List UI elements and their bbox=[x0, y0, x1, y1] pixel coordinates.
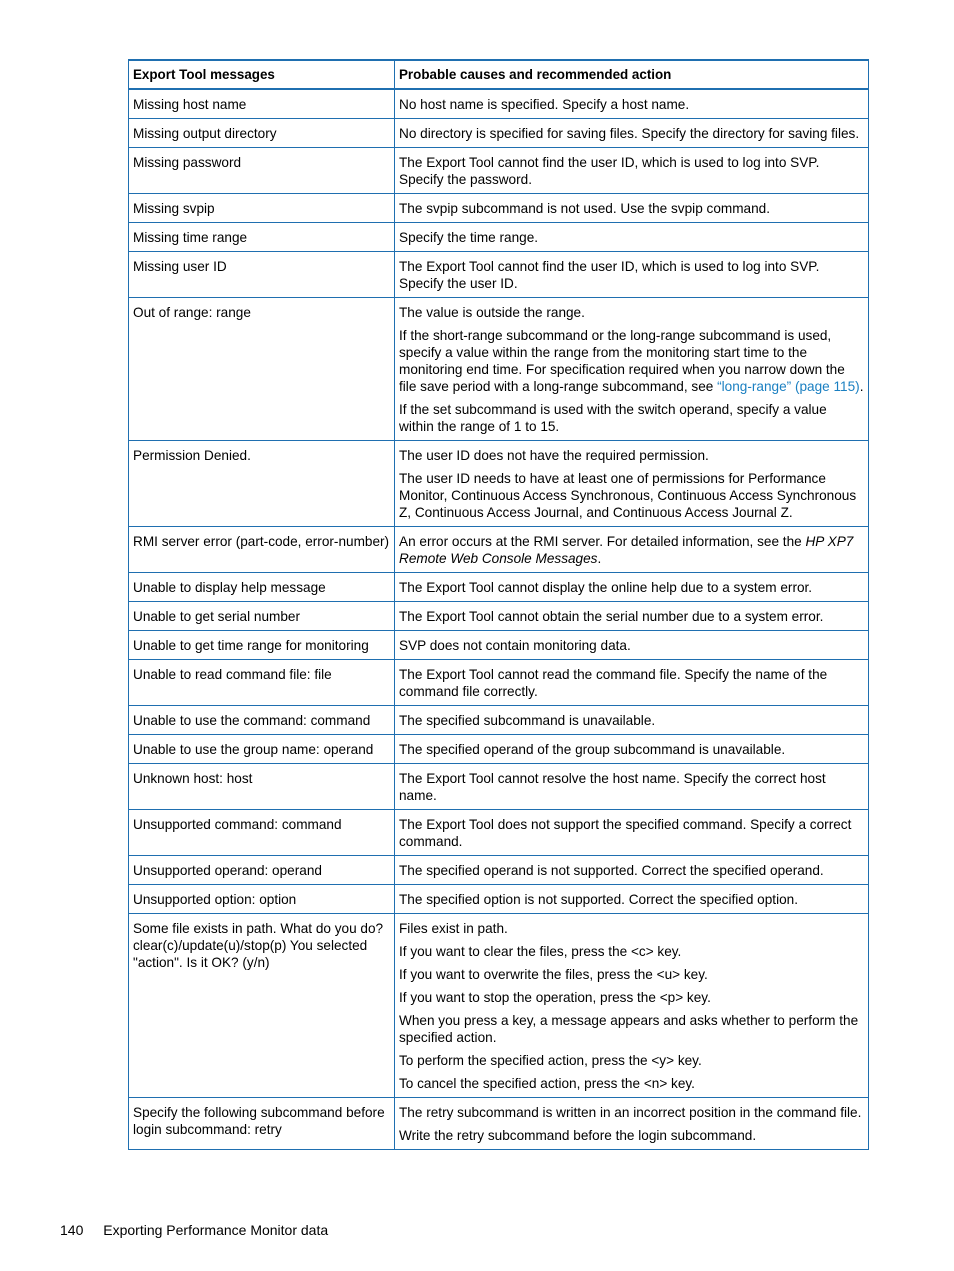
table-row bbox=[129, 631, 869, 660]
action-cell bbox=[395, 441, 869, 527]
message-cell: Missing output directory bbox=[129, 119, 395, 148]
message-cell: Unable to get serial number bbox=[129, 602, 395, 631]
action-text: The Export Tool cannot find the user ID, which is used to log into SVP. Specify the user ID. bbox=[399, 259, 820, 291]
action-paragraph bbox=[399, 579, 864, 596]
action-cell bbox=[395, 735, 869, 764]
table-row bbox=[129, 527, 869, 573]
table-row bbox=[129, 885, 869, 914]
table-row bbox=[129, 298, 869, 441]
action-paragraph bbox=[399, 470, 864, 521]
action-cell bbox=[395, 252, 869, 298]
action-text-suffix: . bbox=[597, 551, 602, 566]
action-paragraph bbox=[399, 533, 864, 567]
message-cell: Some file exists in path. What do you do? clear(c)/update(u)/stop(p) You selected "action". Is it OK? (y/n) bbox=[129, 914, 395, 1098]
message-cell: Missing password bbox=[129, 148, 395, 194]
action-cell bbox=[395, 810, 869, 856]
action-text: Write the retry subcommand before the login subcommand. bbox=[399, 1128, 757, 1143]
action-paragraph bbox=[399, 447, 864, 464]
table-row bbox=[129, 1098, 869, 1150]
action-text: The retry subcommand is written in an incorrect position in the command file. bbox=[399, 1105, 862, 1120]
action-text: The specified operand of the group subcommand is unavailable. bbox=[399, 742, 786, 757]
table-header-row bbox=[129, 60, 869, 89]
action-cell bbox=[395, 706, 869, 735]
message-cell: Unsupported command: command bbox=[129, 810, 395, 856]
action-text: The Export Tool cannot resolve the host name. Specify the correct host name. bbox=[399, 771, 826, 803]
action-cell bbox=[395, 148, 869, 194]
table-row bbox=[129, 89, 869, 119]
action-paragraph bbox=[399, 1104, 864, 1121]
table-row bbox=[129, 441, 869, 527]
action-paragraph bbox=[399, 989, 864, 1006]
action-paragraph bbox=[399, 608, 864, 625]
action-text: If you want to overwrite the files, press the <u> key. bbox=[399, 967, 708, 982]
action-cell bbox=[395, 89, 869, 119]
action-cell bbox=[395, 223, 869, 252]
action-paragraph bbox=[399, 1052, 864, 1069]
action-text: SVP does not contain monitoring data. bbox=[399, 638, 631, 653]
action-cell bbox=[395, 660, 869, 706]
table-row bbox=[129, 573, 869, 602]
action-paragraph bbox=[399, 154, 864, 188]
message-cell: Unknown host: host bbox=[129, 764, 395, 810]
action-text: The user ID needs to have at least one of permissions for Performance Monitor, Continuous Access Synchronous, Continuous Access Synchronous Z, Continuous Access Journal, and Continuous Access Journal Z. bbox=[399, 471, 857, 520]
action-text: If the set subcommand is used with the switch operand, specify a value within the range of 1 to 15. bbox=[399, 402, 827, 434]
table-row bbox=[129, 914, 869, 1098]
table-row bbox=[129, 148, 869, 194]
action-cell bbox=[395, 527, 869, 573]
cross-reference-link[interactable]: “long-range” (page 115) bbox=[717, 379, 860, 394]
export-tool-messages-table bbox=[128, 59, 869, 1150]
action-paragraph bbox=[399, 666, 864, 700]
action-text: To perform the specified action, press the <y> key. bbox=[399, 1053, 702, 1068]
page-footer bbox=[60, 1222, 328, 1238]
action-text: If you want to clear the files, press the <c> key. bbox=[399, 944, 682, 959]
action-paragraph bbox=[399, 712, 864, 729]
action-paragraph bbox=[399, 327, 864, 395]
action-paragraph bbox=[399, 741, 864, 758]
header-causes-actions: Probable causes and recommended action bbox=[395, 60, 869, 89]
message-cell: Missing time range bbox=[129, 223, 395, 252]
action-paragraph bbox=[399, 125, 864, 142]
action-text: An error occurs at the RMI server. For detailed information, see the bbox=[399, 534, 806, 549]
message-cell: Missing svpip bbox=[129, 194, 395, 223]
action-paragraph bbox=[399, 304, 864, 321]
action-paragraph bbox=[399, 943, 864, 960]
table-row bbox=[129, 764, 869, 810]
action-text: The Export Tool cannot read the command file. Specify the name of the command file correctly. bbox=[399, 667, 828, 699]
table-row bbox=[129, 735, 869, 764]
action-cell bbox=[395, 885, 869, 914]
action-text: The specified subcommand is unavailable. bbox=[399, 713, 656, 728]
action-paragraph bbox=[399, 96, 864, 113]
table-row bbox=[129, 602, 869, 631]
action-paragraph bbox=[399, 862, 864, 879]
action-text: The user ID does not have the required permission. bbox=[399, 448, 709, 463]
table-row bbox=[129, 810, 869, 856]
action-cell bbox=[395, 602, 869, 631]
footer-section-title: Exporting Performance Monitor data bbox=[103, 1222, 329, 1238]
action-cell bbox=[395, 631, 869, 660]
action-paragraph bbox=[399, 816, 864, 850]
message-cell: Missing user ID bbox=[129, 252, 395, 298]
action-cell bbox=[395, 856, 869, 885]
action-text: Files exist in path. bbox=[399, 921, 508, 936]
message-cell: Out of range: range bbox=[129, 298, 395, 441]
action-text: If you want to stop the operation, press the <p> key. bbox=[399, 990, 711, 1005]
message-cell: RMI server error (part-code, error-number) bbox=[129, 527, 395, 573]
action-paragraph bbox=[399, 200, 864, 217]
table-row bbox=[129, 660, 869, 706]
message-cell: Missing host name bbox=[129, 89, 395, 119]
action-paragraph bbox=[399, 1075, 864, 1092]
header-messages: Export Tool messages bbox=[129, 60, 395, 89]
table-row bbox=[129, 706, 869, 735]
action-text: When you press a key, a message appears and asks whether to perform the specified action. bbox=[399, 1013, 859, 1045]
action-paragraph bbox=[399, 637, 864, 654]
action-text: The value is outside the range. bbox=[399, 305, 585, 320]
message-cell: Unsupported operand: operand bbox=[129, 856, 395, 885]
action-paragraph bbox=[399, 891, 864, 908]
action-paragraph bbox=[399, 401, 864, 435]
message-cell: Unable to use the group name: operand bbox=[129, 735, 395, 764]
table-row bbox=[129, 194, 869, 223]
table-row bbox=[129, 856, 869, 885]
table-row bbox=[129, 223, 869, 252]
table-row bbox=[129, 119, 869, 148]
action-text: The Export Tool cannot find the user ID, which is used to log into SVP. Specify the password. bbox=[399, 155, 820, 187]
action-cell bbox=[395, 298, 869, 441]
message-cell: Specify the following subcommand before login subcommand: retry bbox=[129, 1098, 395, 1150]
action-paragraph bbox=[399, 920, 864, 937]
message-cell: Unable to display help message bbox=[129, 573, 395, 602]
action-text: No host name is specified. Specify a host name. bbox=[399, 97, 690, 112]
message-cell: Unable to get time range for monitoring bbox=[129, 631, 395, 660]
action-cell bbox=[395, 914, 869, 1098]
action-text: The svpip subcommand is not used. Use the svpip command. bbox=[399, 201, 770, 216]
message-cell: Permission Denied. bbox=[129, 441, 395, 527]
action-cell bbox=[395, 1098, 869, 1150]
action-text: The specified option is not supported. Correct the specified option. bbox=[399, 892, 798, 907]
page-number: 140 bbox=[60, 1222, 84, 1238]
message-cell: Unable to read command file: file bbox=[129, 660, 395, 706]
action-paragraph bbox=[399, 966, 864, 983]
action-paragraph bbox=[399, 229, 864, 246]
action-cell bbox=[395, 119, 869, 148]
action-text: The Export Tool cannot obtain the serial number due to a system error. bbox=[399, 609, 824, 624]
action-text: To cancel the specified action, press the <n> key. bbox=[399, 1076, 695, 1091]
action-paragraph bbox=[399, 258, 864, 292]
action-text: The Export Tool cannot display the online help due to a system error. bbox=[399, 580, 813, 595]
document-title-reference: HP XP7 Remote Web Console Messages bbox=[399, 534, 854, 566]
action-cell bbox=[395, 764, 869, 810]
action-text: No directory is specified for saving files. Specify the directory for saving files. bbox=[399, 126, 860, 141]
message-cell: Unsupported option: option bbox=[129, 885, 395, 914]
action-paragraph bbox=[399, 770, 864, 804]
action-text: Specify the time range. bbox=[399, 230, 539, 245]
table-row bbox=[129, 252, 869, 298]
action-text: If the short-range subcommand or the long-range subcommand is used, specify a value within the range from the monitoring start time to the monitoring end time. For specification required when you narrow down the file save period with a long-range subcommand, see bbox=[399, 328, 845, 394]
action-paragraph bbox=[399, 1012, 864, 1046]
action-paragraph bbox=[399, 1127, 864, 1144]
message-cell: Unable to use the command: command bbox=[129, 706, 395, 735]
link-suffix: . bbox=[859, 379, 864, 394]
action-text: The specified operand is not supported. Correct the specified operand. bbox=[399, 863, 824, 878]
action-cell bbox=[395, 194, 869, 223]
action-text: The Export Tool does not support the specified command. Specify a correct command. bbox=[399, 817, 852, 849]
action-cell bbox=[395, 573, 869, 602]
